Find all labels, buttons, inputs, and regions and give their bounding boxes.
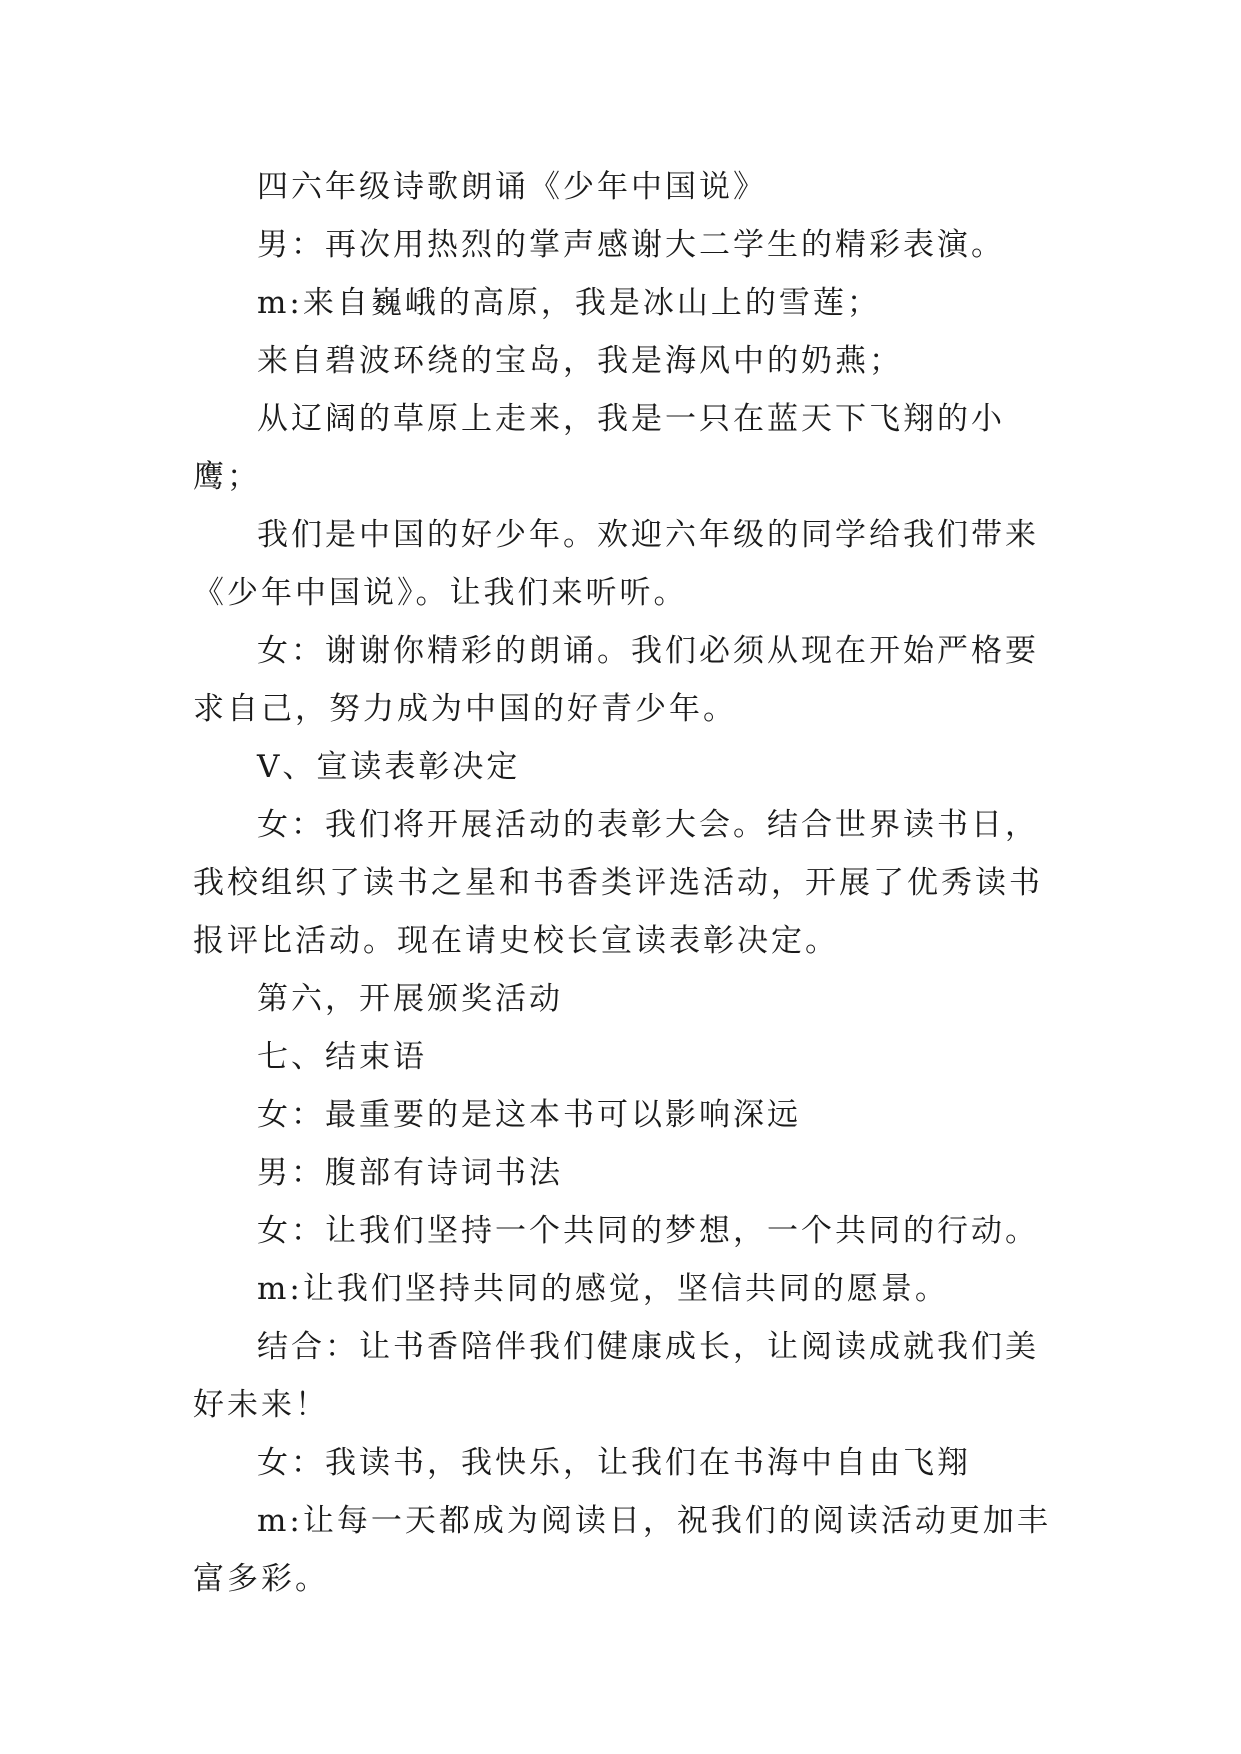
section-heading-awards: 第六，开展颁奖活动 <box>257 981 563 1017</box>
paragraph-female-dream: 女：让我们坚持一个共同的梦想，一个共同的行动。 <box>257 1213 1039 1249</box>
paragraph-grassland: 从辽阔的草原上走来，我是一只在蓝天下飞翔的小鹰； <box>193 401 1005 495</box>
paragraph-m-plateau: m:来自巍峨的高原，我是冰山上的雪莲； <box>257 285 881 321</box>
document-body <box>193 158 1053 1608</box>
paragraph-male-poetry: 男：腹部有诗词书法 <box>257 1155 563 1191</box>
paragraph-female-reading: 女：我读书，我快乐，让我们在书海中自由飞翔 <box>257 1445 971 1481</box>
paragraph-male-thanks: 男：再次用热烈的掌声感谢大二学生的精彩表演。 <box>257 227 1005 263</box>
paragraph-female-thanks: 女：谢谢你精彩的朗诵。我们必须从现在开始严格要求自己，努力成为中国的好青少年。 <box>193 633 1039 727</box>
paragraph-good-youth: 我们是中国的好少年。欢迎六年级的同学给我们带来《少年中国说》。让我们来听听。 <box>193 517 1039 611</box>
section-heading-commendation: V、宣读表彰决定 <box>257 749 521 785</box>
section-heading-closing: 七、结束语 <box>257 1039 427 1075</box>
paragraph-m-vision: m:让我们坚持共同的感觉，坚信共同的愿景。 <box>257 1271 949 1307</box>
paragraph-m-reading-day: m:让每一天都成为阅读日，祝我们的阅读活动更加丰富多彩。 <box>193 1503 1051 1597</box>
paragraph-female-book: 女：最重要的是这本书可以影响深远 <box>257 1097 801 1133</box>
paragraph-together: 结合：让书香陪伴我们健康成长，让阅读成就我们美好未来！ <box>193 1329 1039 1423</box>
paragraph-commendation-meeting: 女：我们将开展活动的表彰大会。结合世界读书日，我校组织了读书之星和书香类评选活动，开展了优秀读书报评比活动。现在请史校长宣读表彰决定。 <box>193 807 1043 959</box>
paragraph-poetry-title: 四六年级诗歌朗诵《少年中国说》 <box>257 169 767 205</box>
paragraph-island: 来自碧波环绕的宝岛，我是海风中的奶燕； <box>257 343 903 379</box>
